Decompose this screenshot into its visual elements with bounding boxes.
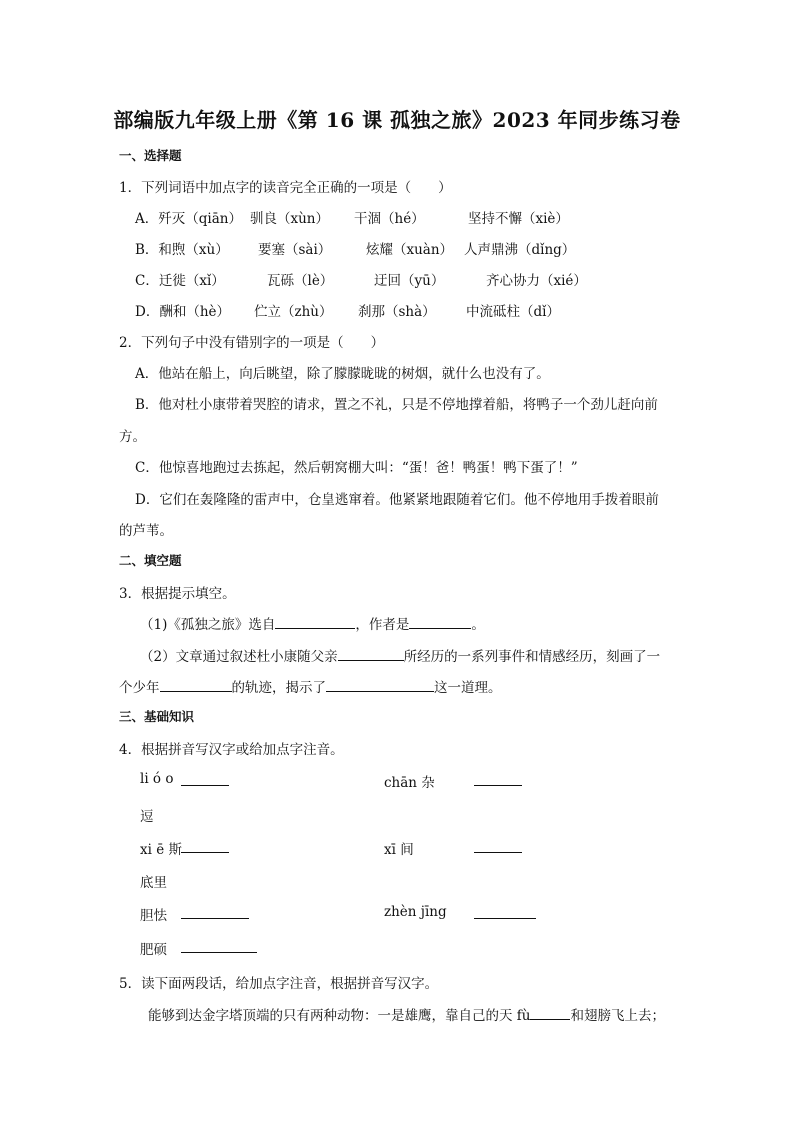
q4-item-4: xī 间 [384, 842, 414, 858]
q4-blank-2[interactable] [474, 771, 522, 786]
q3-blank-author[interactable] [409, 614, 471, 629]
q3-part-3-text-b: 的轨迹，揭示了 [231, 680, 326, 696]
q1-option-b-word-2: 要塞（sài） [258, 242, 332, 258]
q4-item-7: 肥硕 [140, 942, 167, 958]
q3-part-1 [140, 613, 485, 633]
question-2-stem: 2．下列句子中没有错别字的一项是（ ） [119, 335, 385, 351]
q4-item-3: xi ē 斯 [140, 842, 183, 858]
q4-item-1-continued: 逗 [140, 809, 154, 825]
q1-option-d-word-4: 中流砥柱（dǐ） [466, 304, 560, 320]
q3-blank-journey[interactable] [338, 646, 404, 661]
q5-paragraph-1-text-b: 和翅膀飞上去； [570, 1008, 665, 1024]
q4-item-2: chān 杂 [384, 775, 435, 791]
q4-item-3-continued: 底里 [140, 875, 167, 891]
q2-option-d-continued: 的芦苇。 [119, 523, 173, 539]
q5-paragraph-1 [148, 1004, 665, 1024]
q1-option-d-word-3: 刹那（shà） [358, 304, 436, 320]
q1-option-c-word-1: C．迁徙（xǐ） [135, 273, 225, 289]
q4-blank-3[interactable] [181, 838, 229, 853]
q2-option-b-continued: 方。 [119, 429, 146, 445]
q2-option-b: B．他对杜小康带着哭腔的请求，置之不礼，只是不停地撑着船，将鸭子一个劲儿赶向前 [135, 397, 658, 413]
q3-part-2 [140, 645, 660, 665]
q1-option-c-word-2: 瓦砾（lè） [267, 273, 334, 289]
q4-item-5: 胆怯 [140, 908, 167, 924]
question-5-stem: 5．读下面两段话，给加点字注音，根据拼音写汉字。 [119, 976, 439, 992]
section-heading-basics: 三、基础知识 [119, 709, 195, 724]
q3-blank-source[interactable] [275, 614, 355, 629]
q1-option-a-word-4: 坚持不懈（xiè） [468, 211, 569, 227]
q4-blank-5[interactable] [181, 904, 249, 919]
q2-option-c: C．他惊喜地跑过去拣起，然后朝窝棚大叫：“蛋！爸！鸭蛋！鸭下蛋了！” [135, 460, 578, 476]
q4-blank-6[interactable] [474, 904, 536, 919]
q3-part-2-text-a: （2）文章通过叙述杜小康随父亲 [140, 649, 338, 665]
section-heading-choice: 一、选择题 [119, 148, 182, 163]
q4-item-1: li ó o [140, 771, 174, 787]
q5-paragraph-1-text-a: 能够到达金字塔顶端的只有两种动物：一是雄鹰，靠自己的天 fù [148, 1008, 531, 1024]
q4-item-6: zhèn jīng [384, 904, 447, 920]
q2-option-a: A．他站在船上，向后眺望，除了朦朦昽昽的树烟，就什么也没有了。 [135, 366, 550, 382]
q3-part-2-text-b: 所经历的一系列事件和情感经历，刻画了一 [403, 649, 661, 665]
question-3-stem: 3．根据提示填空。 [119, 586, 236, 602]
question-4-stem: 4．根据拼音写汉字或给加点字注音。 [119, 742, 344, 758]
q4-blank-4[interactable] [474, 838, 522, 853]
q3-part-1-text-b: ，作者是 [355, 617, 410, 633]
q4-blank-1[interactable] [181, 771, 229, 786]
question-1-stem: 1．下列词语中加点字的读音完全正确的一项是（ ） [119, 180, 452, 196]
q1-option-d-word-1: D．酬和（hè） [135, 304, 231, 320]
q1-option-a-word-3: 干涸（hé） [354, 211, 425, 227]
q3-part-3-text-a: 个少年 [119, 680, 160, 696]
q3-blank-growth[interactable] [160, 677, 232, 692]
q2-option-d: D．它们在轰隆隆的雷声中，仓皇逃窜着。他紧紧地跟随着它们。他不停地用手拨着眼前 [135, 492, 659, 508]
q1-option-c-word-4: 齐心协力（xié） [486, 273, 587, 289]
page-title: 部编版九年级上册《第 16 课 孤独之旅》2023 年同步练习卷 [113, 108, 681, 132]
q1-option-d-word-2: 伫立（zhù） [254, 304, 333, 320]
q4-blank-7[interactable] [181, 938, 257, 953]
q1-option-b-word-4: 人声鼎沸（dǐng） [464, 242, 576, 258]
q1-option-b-word-1: B．和煦（xù） [135, 242, 229, 258]
section-heading-fill-in: 二、填空题 [119, 553, 182, 568]
q5-blank-1[interactable] [530, 1005, 570, 1020]
q3-part-2-continued [119, 676, 502, 696]
q3-part-1-text-c: 。 [471, 617, 485, 633]
q3-part-3-text-c: 这一道理。 [434, 680, 502, 696]
q3-part-1-text-a: （1)《孤独之旅》选自 [140, 617, 276, 633]
q1-option-a-word-2: 驯良（xùn） [250, 211, 330, 227]
q1-option-c-word-3: 迂回（yū） [374, 273, 445, 289]
q1-option-b-word-3: 炫耀（xuàn） [366, 242, 454, 258]
q3-blank-truth[interactable] [326, 677, 434, 692]
q1-option-a-word-1: A．歼灭（qiān） [135, 211, 242, 227]
